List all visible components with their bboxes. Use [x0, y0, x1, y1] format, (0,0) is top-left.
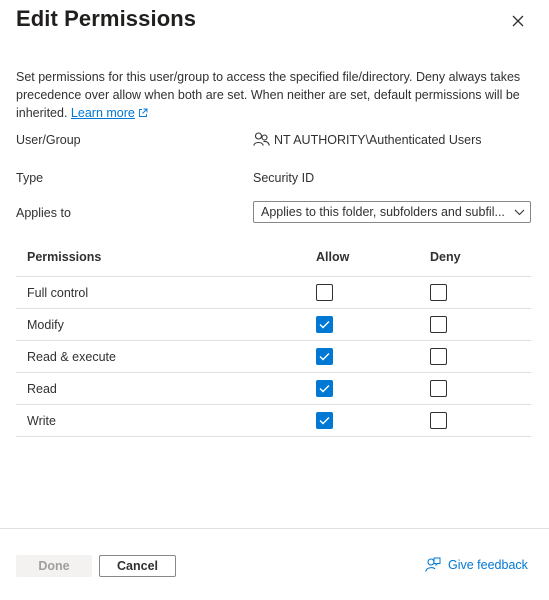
applies-to-dropdown[interactable] — [253, 201, 531, 223]
deny-cell — [430, 405, 447, 436]
allow-checkbox[interactable] — [316, 284, 333, 301]
close-icon — [512, 15, 524, 27]
permission-row — [16, 373, 531, 405]
give-feedback-link[interactable] — [425, 557, 528, 573]
deny-cell — [430, 373, 447, 404]
allow-checkbox[interactable] — [316, 316, 333, 333]
learn-more-link[interactable] — [71, 106, 135, 120]
chevron-down-icon — [508, 209, 530, 216]
close-button[interactable] — [507, 10, 529, 32]
header-permissions: Permissions — [27, 250, 102, 264]
allow-cell — [316, 309, 333, 340]
deny-checkbox[interactable] — [430, 316, 447, 333]
checkmark-icon — [319, 384, 330, 393]
permission-row — [16, 309, 531, 341]
permission-name: Modify — [27, 317, 64, 332]
feedback-icon — [425, 557, 441, 573]
allow-cell — [316, 373, 333, 404]
allow-cell — [316, 341, 333, 372]
checkmark-icon — [319, 416, 330, 425]
applies-to-selected: Applies to this folder, subfolders and subfil... — [261, 205, 505, 219]
allow-cell — [316, 277, 333, 308]
permission-name: Read — [27, 381, 57, 396]
type-label: Type — [16, 171, 44, 185]
user-group-text: NT AUTHORITY\Authenticated Users — [274, 132, 482, 147]
cancel-button[interactable]: Cancel — [99, 555, 176, 577]
header-deny: Deny — [430, 250, 461, 264]
checkmark-icon — [319, 320, 330, 329]
allow-checkbox[interactable] — [316, 380, 333, 397]
type-value: Security ID — [253, 171, 315, 185]
permission-row — [16, 341, 531, 373]
done-button[interactable]: Done — [16, 555, 92, 577]
give-feedback-label: Give feedback — [448, 558, 528, 572]
learn-more-label: Learn more — [70, 106, 135, 120]
deny-cell — [430, 277, 447, 308]
footer-divider — [0, 528, 549, 529]
deny-checkbox[interactable] — [430, 284, 447, 301]
permissions-table — [16, 238, 531, 437]
external-link-icon — [138, 108, 148, 118]
dialog-description — [16, 68, 521, 122]
people-icon — [253, 132, 270, 147]
permission-name: Read & execute — [27, 349, 116, 364]
applies-to-label: Applies to — [16, 206, 71, 220]
deny-cell — [430, 341, 447, 372]
permission-name: Write — [27, 413, 56, 428]
allow-checkbox[interactable] — [316, 412, 333, 429]
allow-checkbox[interactable] — [316, 348, 333, 365]
permission-name: Full control — [27, 285, 89, 300]
dialog-title: Edit Permissions — [16, 6, 197, 31]
permission-row — [16, 277, 531, 309]
user-group-value — [253, 132, 481, 147]
permission-row — [16, 405, 531, 437]
description-text: Set permissions for this user/group to access the specified file/directory. Deny always takes precedence over allow when both are set. When neither are set, default permissions will be inherited. — [16, 70, 521, 120]
allow-cell — [316, 405, 333, 436]
table-header-row — [16, 238, 531, 277]
deny-checkbox[interactable] — [430, 412, 447, 429]
checkmark-icon — [319, 352, 330, 361]
deny-checkbox[interactable] — [430, 348, 447, 365]
user-group-label: User/Group — [16, 133, 81, 147]
deny-cell — [430, 309, 447, 340]
header-allow: Allow — [316, 250, 350, 264]
deny-checkbox[interactable] — [430, 380, 447, 397]
